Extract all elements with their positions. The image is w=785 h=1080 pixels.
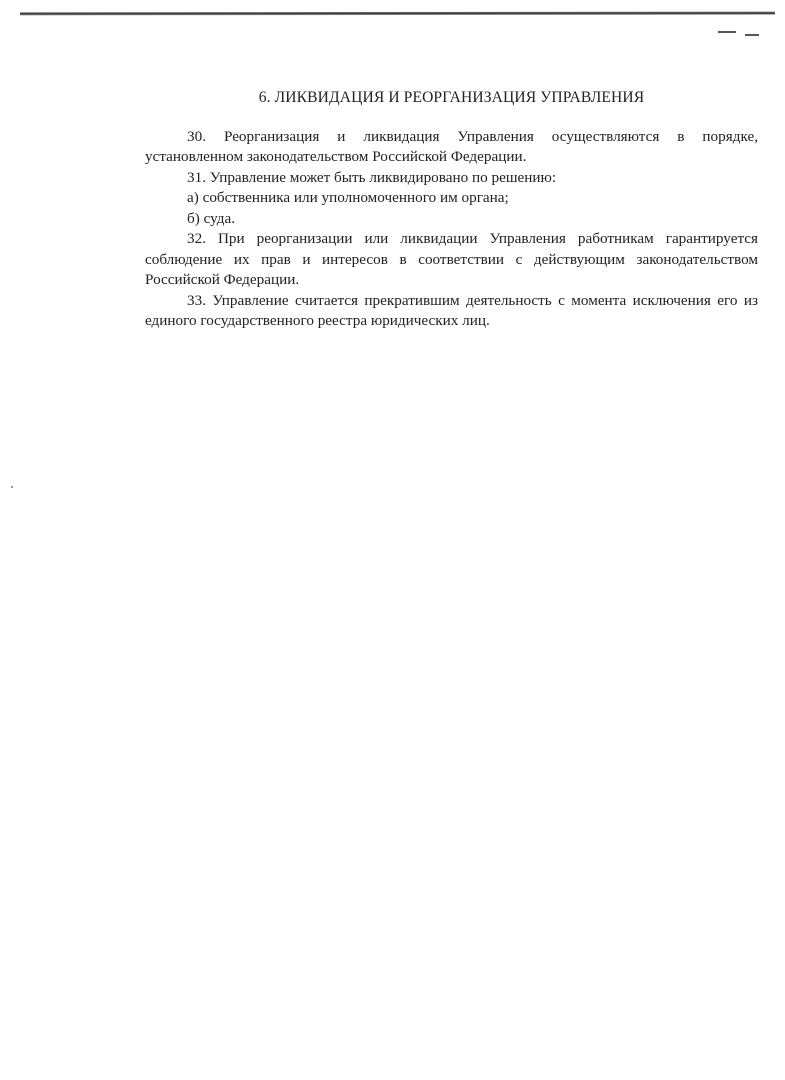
section-title: 6. ЛИКВИДАЦИЯ И РЕОРГАНИЗАЦИЯ УПРАВЛЕНИЯ [258, 89, 645, 106]
paragraph-31-b: б) суда. [187, 209, 236, 227]
scan-top-edge [20, 12, 775, 16]
paragraph-31-a: а) собственника или уполномоченного им органа; [187, 189, 509, 206]
document-page [145, 88, 758, 332]
paragraph-31: 31. Управление может быть ликвидировано по решению: [187, 168, 557, 186]
scan-mark [718, 31, 736, 33]
paragraph-33: 33. Управление считается прекратившим деятельность с момента исключения его из единого государственного реестра юридических лиц. [145, 291, 758, 329]
paragraph-32: 32. При реорганизации или ликвидации Управления работникам гарантируется соблюдение их прав и интересов в соответствии с действующим законодательством Российской Федерации. [145, 230, 758, 288]
paragraph-30: 30. Реорганизация и ликвидация Управления осуществляются в порядке, установленном законодательством Российской Федерации. [145, 127, 758, 165]
scan-speck [11, 486, 13, 488]
scan-mark [745, 34, 759, 36]
